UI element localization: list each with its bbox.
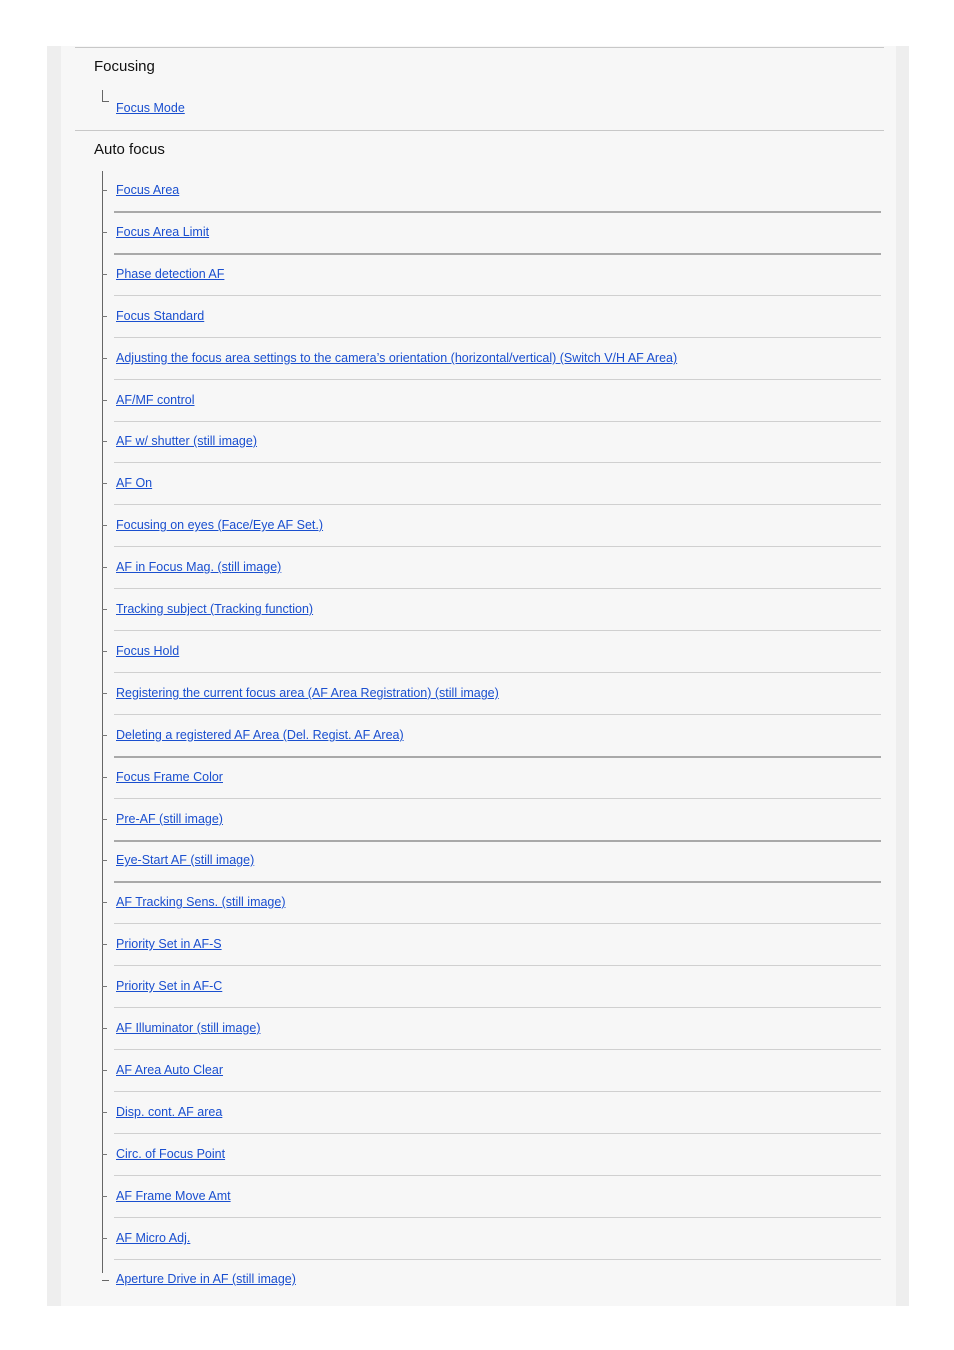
item-divider xyxy=(114,1049,881,1050)
item-divider xyxy=(114,965,881,966)
tree-tick xyxy=(102,400,107,401)
tree-tick xyxy=(102,944,107,945)
item-divider xyxy=(114,630,881,631)
link-auto-focus-item[interactable]: Focus Hold xyxy=(116,644,180,658)
item-divider xyxy=(114,1133,881,1134)
item-divider xyxy=(114,1007,881,1008)
item-divider xyxy=(114,756,881,758)
section-divider xyxy=(75,130,884,131)
tree-tick xyxy=(102,693,107,694)
link-auto-focus-item[interactable]: AF On xyxy=(116,476,153,490)
tree-tick xyxy=(102,735,107,736)
item-divider xyxy=(114,923,881,924)
tree-tick xyxy=(102,232,107,233)
link-auto-focus-item[interactable]: Pre-AF (still image) xyxy=(116,812,223,826)
section-title-auto-focus: Auto focus xyxy=(94,141,165,158)
tree-tick xyxy=(102,358,107,359)
tree-tick xyxy=(102,1154,107,1155)
panel-right-margin xyxy=(896,46,909,1306)
item-divider xyxy=(114,295,881,296)
tree-connector xyxy=(102,90,103,101)
section-divider xyxy=(75,47,884,48)
link-auto-focus-item[interactable]: Priority Set in AF-S xyxy=(116,937,222,951)
link-auto-focus-item[interactable]: AF Area Auto Clear xyxy=(116,1063,224,1077)
item-divider xyxy=(114,379,881,380)
link-auto-focus-item[interactable]: Focusing on eyes (Face/Eye AF Set.) xyxy=(116,518,324,532)
item-divider xyxy=(114,1091,881,1092)
item-divider xyxy=(114,1175,881,1176)
item-divider xyxy=(114,504,881,505)
link-auto-focus-item[interactable]: AF Frame Move Amt xyxy=(116,1189,231,1203)
tree-tick xyxy=(102,651,107,652)
link-auto-focus-item[interactable]: Focus Area xyxy=(116,183,180,197)
link-auto-focus-item[interactable]: Deleting a registered AF Area (Del. Regist. AF Area) xyxy=(116,728,404,742)
item-divider xyxy=(114,798,881,799)
link-auto-focus-item[interactable]: AF Tracking Sens. (still image) xyxy=(116,895,286,909)
link-auto-focus-item[interactable]: AF Illuminator (still image) xyxy=(116,1021,261,1035)
tree-tick xyxy=(102,1238,107,1239)
tree-tick xyxy=(102,777,107,778)
tree-tick xyxy=(102,1070,107,1071)
link-auto-focus-item[interactable]: Registering the current focus area (AF Area Registration) (still image) xyxy=(116,686,499,700)
tree-tick xyxy=(102,902,107,903)
link-auto-focus-item[interactable]: Priority Set in AF-C xyxy=(116,979,223,993)
item-divider xyxy=(114,672,881,673)
item-divider xyxy=(114,840,881,842)
link-auto-focus-item[interactable]: AF/MF control xyxy=(116,393,195,407)
link-auto-focus-item[interactable]: Disp. cont. AF area xyxy=(116,1105,223,1119)
link-focus-mode[interactable]: Focus Mode xyxy=(116,101,185,115)
link-auto-focus-item[interactable]: Phase detection AF xyxy=(116,267,225,281)
section-title-focusing: Focusing xyxy=(94,58,155,75)
link-auto-focus-item[interactable]: AF Micro Adj. xyxy=(116,1231,191,1245)
item-divider xyxy=(114,546,881,547)
link-auto-focus-item[interactable]: AF in Focus Mag. (still image) xyxy=(116,560,282,574)
item-divider xyxy=(114,588,881,589)
item-divider xyxy=(114,1259,881,1260)
tree-tick xyxy=(102,609,107,610)
tree-tick xyxy=(102,274,107,275)
tree-tick xyxy=(102,1196,107,1197)
link-auto-focus-item[interactable]: Aperture Drive in AF (still image) xyxy=(116,1272,296,1286)
link-auto-focus-item[interactable]: Circ. of Focus Point xyxy=(116,1147,226,1161)
tree-tick xyxy=(102,190,107,191)
item-divider xyxy=(114,881,881,883)
link-auto-focus-item[interactable]: Focus Area Limit xyxy=(116,225,210,239)
item-divider xyxy=(114,211,881,213)
tree-tick xyxy=(102,316,107,317)
tree-elbow xyxy=(102,1280,109,1281)
tree-tick xyxy=(102,525,107,526)
link-auto-focus-item[interactable]: Tracking subject (Tracking function) xyxy=(116,602,314,616)
tree-tick xyxy=(102,567,107,568)
tree-tick xyxy=(102,986,107,987)
link-auto-focus-item[interactable]: Eye-Start AF (still image) xyxy=(116,853,255,867)
tree-tick xyxy=(102,483,107,484)
link-auto-focus-item[interactable]: Focus Frame Color xyxy=(116,770,223,784)
tree-tick xyxy=(102,1112,107,1113)
tree-elbow xyxy=(102,101,109,102)
item-divider xyxy=(114,421,881,422)
tree-tick xyxy=(102,441,107,442)
link-auto-focus-item[interactable]: Focus Standard xyxy=(116,309,205,323)
item-divider xyxy=(114,714,881,715)
tree-connector xyxy=(102,171,103,1273)
panel-left-margin xyxy=(47,46,61,1306)
item-divider xyxy=(114,253,881,255)
item-divider xyxy=(114,1217,881,1218)
link-auto-focus-item[interactable]: AF w/ shutter (still image) xyxy=(116,434,258,448)
tree-tick xyxy=(102,1028,107,1029)
tree-tick xyxy=(102,860,107,861)
item-divider xyxy=(114,462,881,463)
tree-tick xyxy=(102,819,107,820)
item-divider xyxy=(114,337,881,338)
link-auto-focus-item[interactable]: Adjusting the focus area settings to the camera’s orientation (horizontal/vertical) (Switch V/H AF Area) xyxy=(116,351,678,365)
